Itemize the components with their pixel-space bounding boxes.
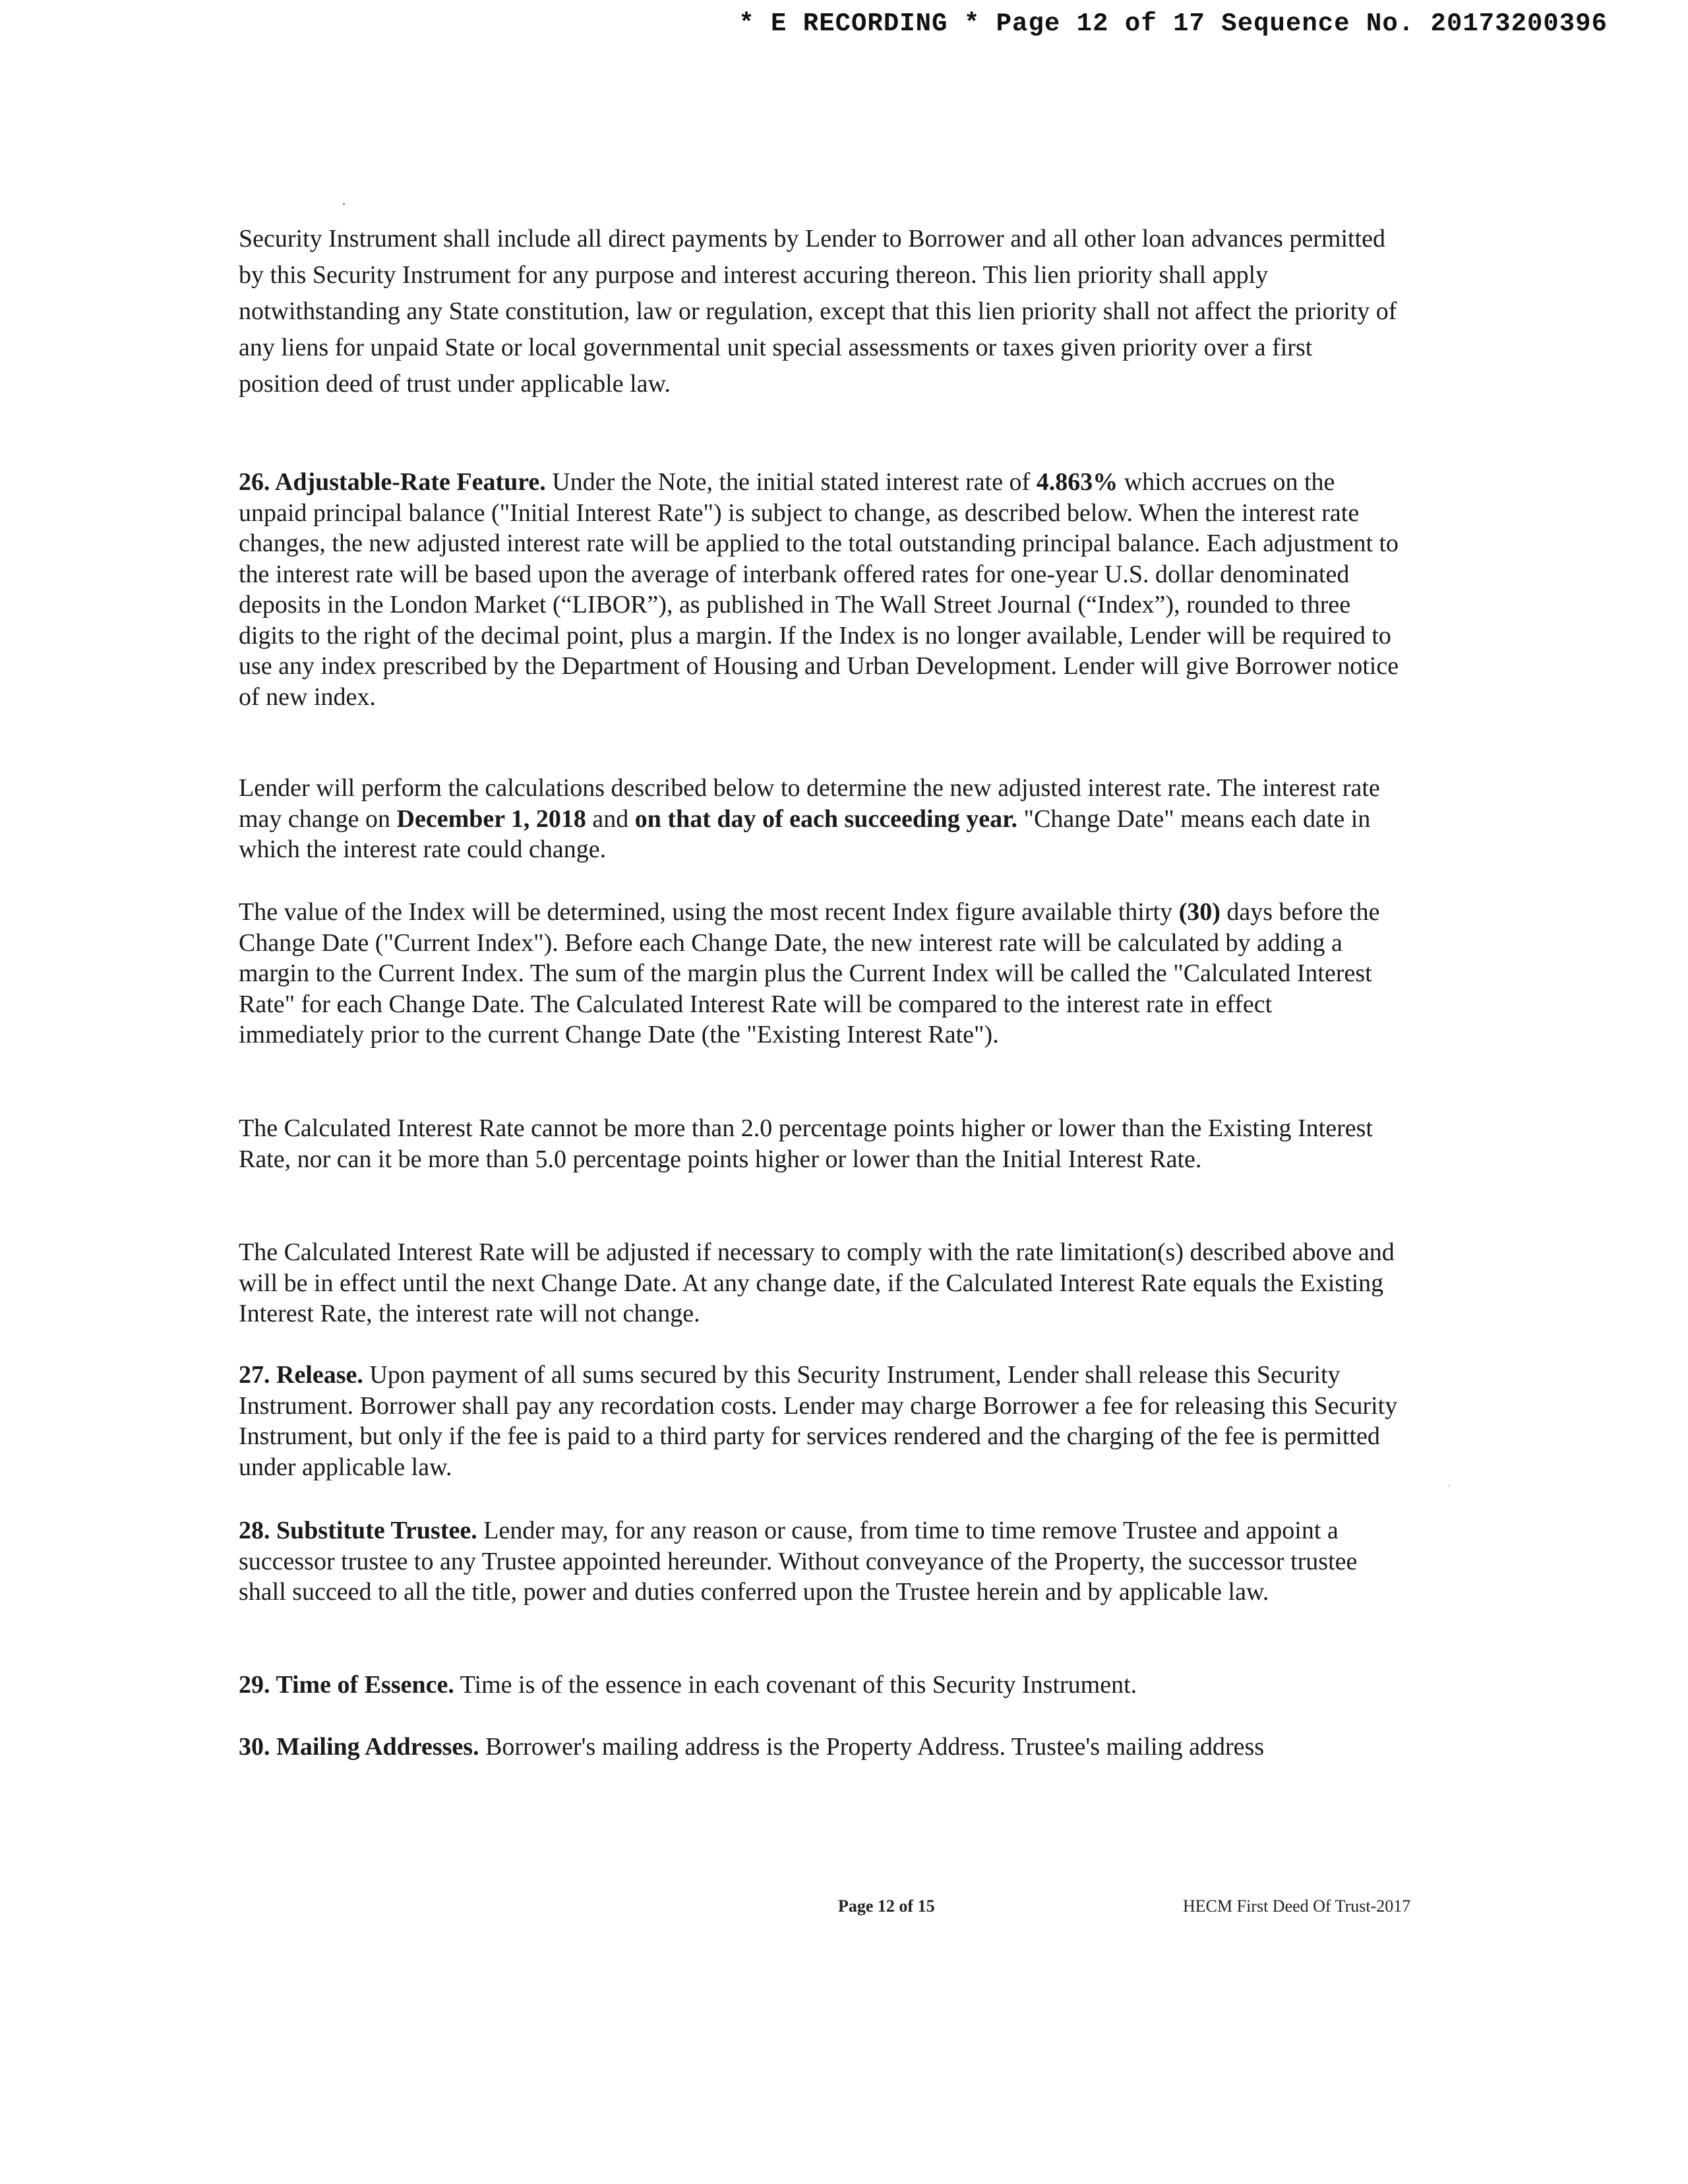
section-26-text-a: Under the Note, the initial stated interest rate of xyxy=(545,468,1037,496)
section-28-body: Lender may, for any reason or cause, from time to time remove Trustee and appoint a successor trustee to any Trustee appointed hereunder. Without conveyance of the Property, the successor trustee shall succeed to all the title, power and duties conferred upon the Trustee herein and by applicable law. xyxy=(239,1517,1358,1606)
first-change-date: December 1, 2018 xyxy=(396,804,586,833)
index-value-text-a: The value of the Index will be determined, using the most recent Index figure available thirty xyxy=(239,898,1179,926)
section-30-mailing-addresses xyxy=(239,1732,1399,1763)
section-26-heading: 26. Adjustable-Rate Feature. xyxy=(239,468,546,496)
rate-adjustment-text: The Calculated Interest Rate will be adjusted if necessary to comply with the rate limitation(s) described above and will be in effect until the next Change Date. At any change date, if the Calculated Interest Rate equals the Existing Interest Rate, the interest rate will not change. xyxy=(239,1238,1395,1327)
lender-calc-text-c: "Change Date" means each date in which the interest rate could change. xyxy=(239,804,1371,863)
footer-page-number: Page 12 of 15 xyxy=(838,1896,935,1916)
section-28-heading: 28. Substitute Trustee. xyxy=(239,1517,477,1544)
section-28-substitute-trustee xyxy=(239,1515,1399,1608)
lender-calculation-paragraph xyxy=(239,773,1399,865)
lender-calc-text-b: and xyxy=(586,804,635,833)
section-30-text xyxy=(239,1732,1399,1763)
section-29-time-of-essence xyxy=(239,1670,1399,1701)
section-26-text xyxy=(239,467,1399,712)
section-26-text-b: which accrues on the unpaid principal balance ("Initial Interest Rate") is subject to change, as described below. When the interest rate changes, the new adjusted interest rate will be applied to the total outstanding principal balance. Each adjustment to the interest rate will be based upon the average of interbank offered rates for one-year U.S. dollar denominated deposits in the London Market (“LIBOR”), as published in The Wall Street Journal (“Index”), rounded to three digits to the right of the decimal point, plus a margin. If the Index is no longer available, Lender will be required to use any index prescribed by the Department of Housing and Urban Development. Lender will give Borrower notice of new index. xyxy=(239,468,1399,711)
lender-calc-text-a: Lender will perform the calculations described below to determine the new adjusted interest rate. The interest rate may change on xyxy=(239,774,1380,833)
index-value-text xyxy=(239,897,1399,1050)
section-29-body: Time is of the essence in each covenant of this Security Instrument. xyxy=(454,1671,1137,1699)
section-30-heading: 30. Mailing Addresses. xyxy=(239,1733,479,1761)
recording-header: * E RECORDING * Page 12 of 17 Sequence No. 20173200396 xyxy=(738,9,1608,38)
index-days-value: (30) xyxy=(1178,898,1221,926)
index-value-text-b: days before the Change Date ("Current Index"). Before each Change Date, the new interest rate will be calculated by adding a margin to the Current Index. The sum of the margin plus the Current Index will be called the "Calculated Interest Rate" for each Change Date. The Calculated Interest Rate will be compared to the interest rate in effect immediately prior to the current Change Date (the "Existing Interest Rate"). xyxy=(239,898,1380,1048)
section-29-text xyxy=(239,1670,1399,1701)
rate-cap-text: The Calculated Interest Rate cannot be more than 2.0 percentage points higher or lower than the Existing Interest Rate, nor can it be more than 5.0 percentage points higher or lower than the Initial Interest Rate. xyxy=(239,1114,1373,1173)
rate-cap-paragraph xyxy=(239,1113,1399,1174)
footer-form-name: HECM First Deed Of Trust-2017 xyxy=(1183,1896,1411,1916)
change-recurrence: on that day of each succeeding year. xyxy=(634,804,1017,833)
lead-paragraph-text: Security Instrument shall include all direct payments by Lender to Borrower and all other loan advances permitted by this Security Instrument for any purpose and interest accuring thereon. This lien priority shall apply notwithstanding any State constitution, law or regulation, except that this lien priority shall not affect the priority of any liens for unpaid State or local governmental unit special assessments or taxes given priority over a first position deed of trust under applicable law. xyxy=(239,225,1397,398)
section-27-release xyxy=(239,1360,1399,1482)
index-value-paragraph xyxy=(239,897,1399,1050)
lead-paragraph xyxy=(239,221,1399,402)
section-26-adjustable-rate xyxy=(239,467,1399,712)
section-27-heading: 27. Release. xyxy=(239,1361,363,1389)
section-29-heading: 29. Time of Essence. xyxy=(239,1671,454,1699)
lender-calculation-text xyxy=(239,773,1399,865)
scan-artifact xyxy=(343,203,345,205)
section-28-text xyxy=(239,1515,1399,1608)
initial-rate-value: 4.863% xyxy=(1036,468,1118,496)
rate-adjustment-paragraph xyxy=(239,1237,1399,1329)
section-27-body: Upon payment of all sums secured by this Security Instrument, Lender shall release this Security Instrument. Borrower shall pay any recordation costs. Lender may charge Borrower a fee for releasing this Security Instrument, but only if the fee is paid to a third party for services rendered and the charging of the fee is permitted under applicable law. xyxy=(239,1361,1398,1481)
scan-artifact xyxy=(1448,1485,1449,1486)
section-30-body: Borrower's mailing address is the Property Address. Trustee's mailing address xyxy=(479,1733,1265,1761)
section-27-text xyxy=(239,1360,1399,1482)
